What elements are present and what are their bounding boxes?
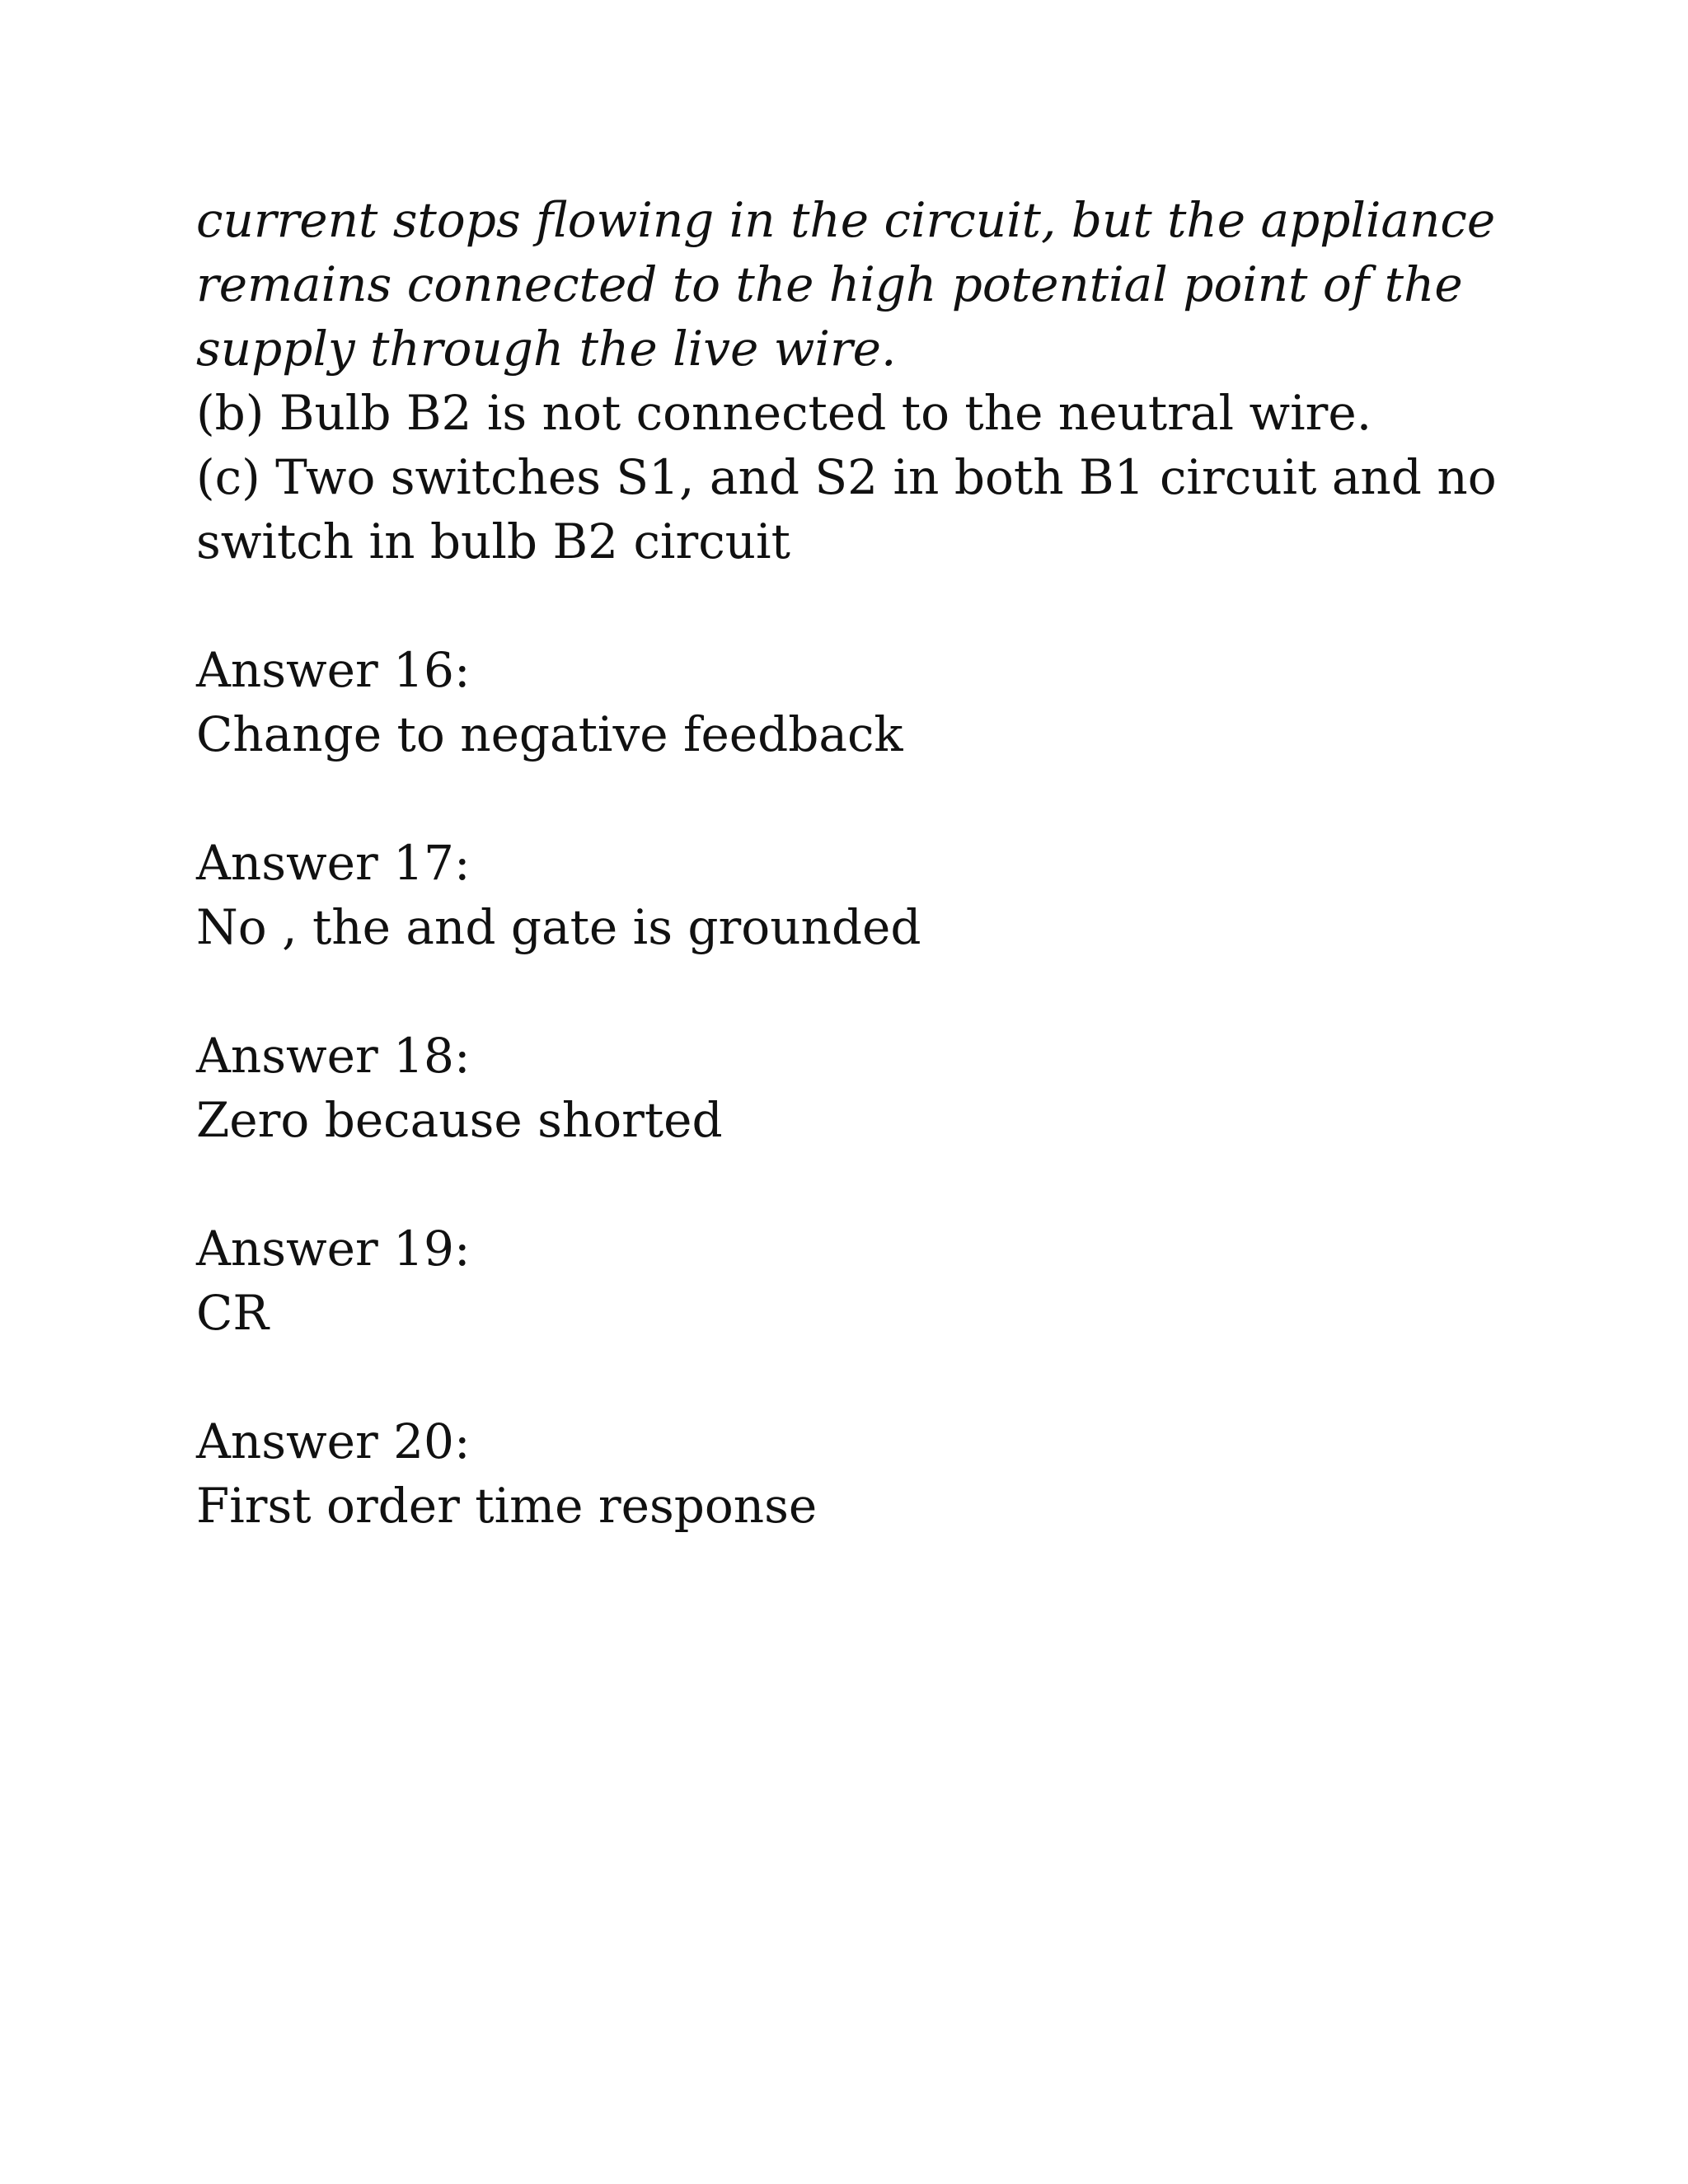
part-b-text: (b) Bulb B2 is not connected to the neutral wire. [196, 385, 1372, 441]
answer-18 [196, 1024, 1548, 1152]
answer-text: Change to negative feedback [196, 706, 903, 762]
answer-text: CR [196, 1285, 270, 1341]
spacer [196, 766, 1548, 831]
part-c-text: switch in bulb B2 circuit [196, 513, 790, 569]
answer-16 [196, 638, 1548, 766]
explanation-line: supply through the live wire. [196, 321, 897, 377]
spacer [196, 1345, 1548, 1409]
answer-19 [196, 1216, 1548, 1345]
answer-label: Answer 20: [196, 1413, 471, 1469]
answer-label: Answer 16: [196, 642, 471, 698]
answer-text: First order time response [196, 1478, 818, 1534]
spacer [196, 959, 1548, 1024]
part-c-text: (c) Two switches S1, and S2 in both B1 circuit and no [196, 449, 1497, 505]
answer-20 [196, 1409, 1548, 1538]
answer-text: Zero because shorted [196, 1092, 723, 1148]
document-page [196, 188, 1548, 1538]
answer-label: Answer 17: [196, 835, 471, 891]
explanation-line: remains connected to the high potential point of the [196, 256, 1463, 312]
answer-text: No , the and gate is grounded [196, 899, 921, 955]
spacer [196, 574, 1548, 638]
explanation-line: current stops flowing in the circuit, but the appliance [196, 192, 1496, 248]
answer-label: Answer 19: [196, 1221, 471, 1277]
answer-15-continuation [196, 188, 1548, 574]
spacer [196, 1152, 1548, 1216]
answer-label: Answer 18: [196, 1028, 471, 1084]
answer-17 [196, 831, 1548, 959]
